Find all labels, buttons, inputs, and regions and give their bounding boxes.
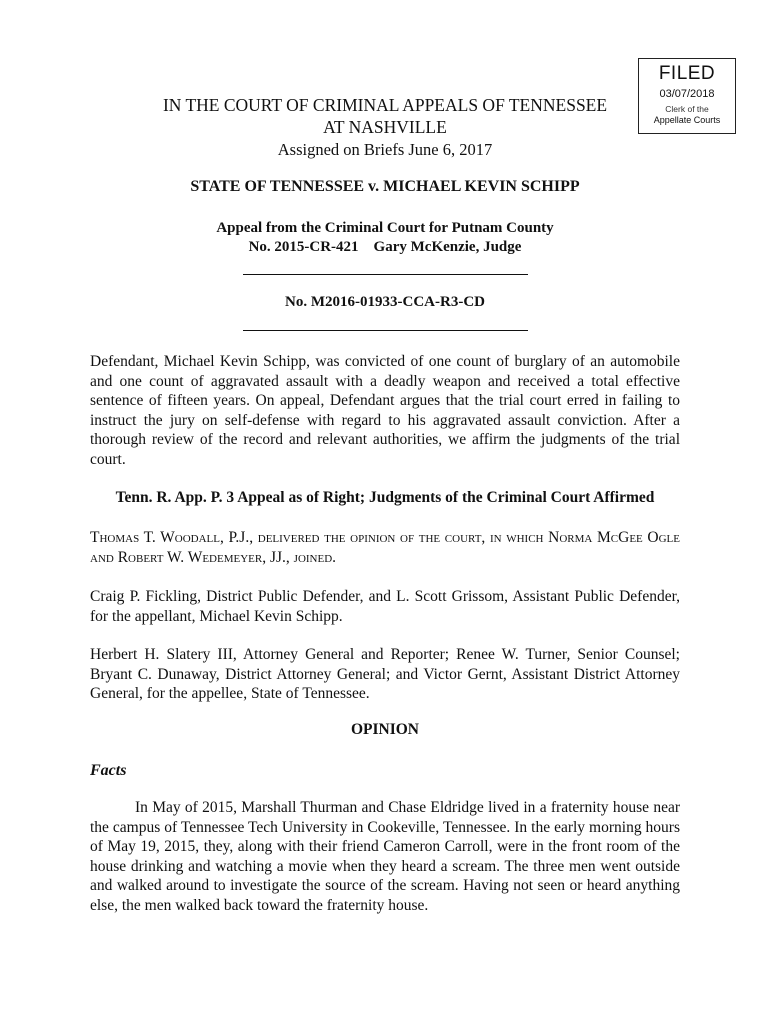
counsel-appellee: Herbert H. Slatery III, Attorney General and Reporter; Renee W. Turner, Senior Counsel; Bryant C. Dunaway, District Attorney General; and Victor Gernt, Assistant District Attorney General, for the appellee, State of Tennessee.	[90, 646, 680, 703]
counsel-appellant: Craig P. Fickling, District Public Defender, and L. Scott Grissom, Assistant Public Defender, for the appellant, Michael Kevin Schipp.	[90, 588, 680, 625]
assigned-date: Assigned on Briefs June 6, 2017	[277, 140, 493, 159]
appeal-court: Appeal from the Criminal Court for Putnam County	[216, 220, 554, 236]
opinion-heading: OPINION	[350, 721, 420, 738]
case-caption: STATE OF TENNESSEE v. MICHAEL KEVIN SCHIPP	[190, 178, 580, 195]
case-summary: Defendant, Michael Kevin Schipp, was convicted of one count of burglary of an automobile and one count of aggravated assault with a deadly weapon and received a total effective sentence of fifteen years. On appeal, Defendant argues that the trial court erred in failing to instruct the jury on self-defense with regard to his aggravated assault conviction. After a thorough review of the record and relevant authorities, we affirm the judgments of the trial court.	[90, 353, 680, 468]
facts-paragraph: In May of 2015, Marshall Thurman and Chase Eldridge lived in a fraternity house near the campus of Tennessee Tech University in Cookeville, Tennessee. In the early morning hours of May 19, 2015, they, along with their friend Cameron Carroll, were in the front room of the house drinking and watching a movie when they heard a scream. The three men went outside and walked around to investigate the source of the scream. Having not seen or heard anything else, the men walked back toward the fraternity house.	[90, 799, 680, 914]
appeal-info	[90, 219, 680, 257]
filed-date: 03/07/2018	[659, 88, 715, 100]
filed-label: FILED	[658, 63, 716, 84]
appellate-courts-label: Appellate Courts	[653, 115, 721, 125]
clerk-label: Clerk of the	[665, 104, 709, 114]
docket-number: No. M2016-01933-CCA-R3-CD	[285, 294, 485, 310]
facts-heading: Facts	[90, 762, 127, 779]
divider-bottom	[243, 330, 528, 331]
divider-top	[243, 274, 528, 275]
court-heading	[90, 94, 680, 138]
opinion-authors: Thomas T. Woodall, P.J., delivered the opinion of the court, in which Norma McGee Ogle and Robert W. Wedemeyer, JJ., joined.	[90, 529, 680, 566]
court-location: AT NASHVILLE	[323, 117, 447, 137]
disposition: Tenn. R. App. P. 3 Appeal as of Right; Judgments of the Criminal Court Affirmed	[115, 489, 655, 506]
trial-docket-judge: No. 2015-CR-421 Gary McKenzie, Judge	[248, 239, 522, 255]
court-name: IN THE COURT OF CRIMINAL APPEALS OF TENNESSEE	[162, 95, 608, 115]
